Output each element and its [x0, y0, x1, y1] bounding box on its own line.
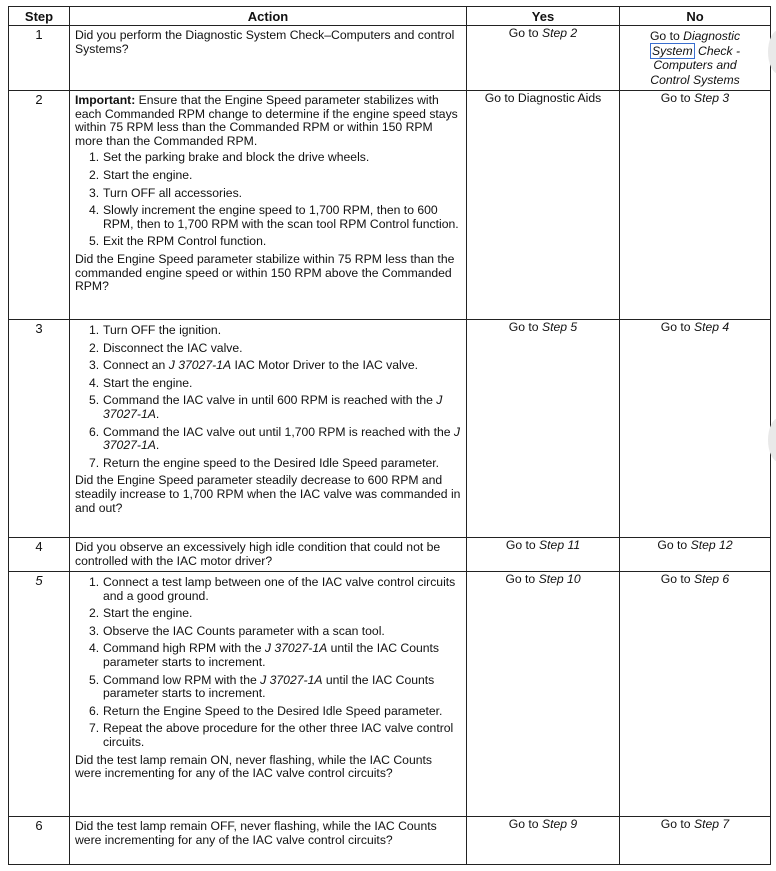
- header-step: Step: [9, 7, 70, 26]
- step-number: 3: [9, 320, 70, 538]
- list-item: 5. Command low RPM with the J 37027-1A until the IAC Counts parameter starts to increment.: [89, 672, 435, 701]
- table-row: [9, 26, 771, 91]
- step-number: 1: [9, 26, 70, 91]
- no-target: Step 12: [690, 538, 733, 552]
- yes-target: Step 5: [541, 320, 578, 334]
- yes-cell[interactable]: [467, 320, 620, 538]
- list-item: 1. Connect a test lamp between one of the IAC valve control circuits and a good ground.: [89, 575, 456, 603]
- no-prefix: Go to: [660, 817, 694, 831]
- yes-target: Step 9: [541, 817, 578, 831]
- yes-prefix: Go to Diagnostic Aids: [484, 91, 602, 105]
- yes-target: Step 11: [539, 538, 581, 552]
- list-item: 6. Return the Engine Speed to the Desired Idle Speed parameter.: [89, 703, 443, 718]
- yes-prefix: Go to: [505, 572, 539, 586]
- action-question: Did the Engine Speed parameter steadily decrease to 600 RPM and steadily increase to 1,700 RPM when the IAC valve was commanded in and out?: [75, 473, 461, 515]
- no-target-c: Check -: [698, 43, 741, 58]
- yes-cell[interactable]: [467, 26, 620, 91]
- yes-cell[interactable]: [467, 91, 620, 320]
- list-item: 2. Start the engine.: [89, 606, 193, 621]
- yes-prefix: Go to: [505, 538, 540, 552]
- action-question: Did the test lamp remain OFF, never flashing, while the IAC Counts were incrementing for any of the IAC valve control circuits?: [75, 819, 437, 847]
- action-question: Did the Engine Speed parameter stabilize within 75 RPM less than the commanded engine speed or within 150 RPM above the Commanded RPM?: [75, 251, 455, 294]
- tool-name: J 37027-1A: [260, 672, 323, 687]
- no-target-d: Computers and: [653, 58, 737, 72]
- table-row: [9, 538, 771, 572]
- important-note: [75, 94, 461, 148]
- table-row: [9, 572, 771, 817]
- no-cell[interactable]: [620, 320, 771, 538]
- list-item: 4. Slowly increment the engine speed to 1,700 RPM, then to 600 RPM, then to 1,700 RPM with the scan tool RPM Control function.: [89, 203, 459, 231]
- header-no: No: [620, 7, 771, 26]
- yes-prefix: Go to: [508, 320, 542, 334]
- step-number: 2: [9, 91, 70, 320]
- important-label: Important:: [75, 93, 136, 107]
- list-item: 6. Command the IAC valve out until 1,700 RPM is reached with the J 37027-1A.: [89, 424, 460, 453]
- no-cell[interactable]: [620, 572, 771, 817]
- no-prefix: Go to: [660, 91, 694, 105]
- important-text: Ensure that the Engine Speed parameter stabilizes with each Commanded RPM change to determine if the engine speed stays within 75 RPM less than the Commanded RPM or within 150 RPM more than the Commanded RPM.: [75, 93, 458, 148]
- no-prefix: Go to: [660, 320, 694, 334]
- no-cell[interactable]: [620, 91, 771, 320]
- no-target-b: System: [651, 43, 693, 58]
- no-target: Step 6: [693, 572, 730, 586]
- step-number: 5: [9, 572, 70, 817]
- step-number: 4: [9, 538, 70, 572]
- yes-target: Step 10: [538, 572, 581, 586]
- table-row: [9, 817, 771, 865]
- step-number: 6: [9, 817, 70, 865]
- list-item: 3. Turn OFF all accessories.: [89, 185, 243, 200]
- list-item: 4. Start the engine.: [89, 375, 193, 390]
- action-cell: [70, 320, 467, 538]
- no-target: Step 4: [693, 320, 730, 334]
- yes-prefix: Go to: [508, 817, 542, 831]
- action-cell: [70, 817, 467, 865]
- procedure-list: [75, 576, 461, 750]
- tool-name: J 37027-1A: [103, 424, 460, 453]
- list-item: 1. Turn OFF the ignition.: [89, 323, 222, 337]
- tool-name: J 37027-1A: [168, 358, 232, 373]
- diagnostic-table: [8, 6, 771, 865]
- list-item: 7. Repeat the above procedure for the other three IAC valve control circuits.: [89, 721, 454, 749]
- header-yes: Yes: [467, 7, 620, 26]
- yes-target: Step 2: [541, 26, 578, 40]
- list-item: 2. Disconnect the IAC valve.: [89, 340, 243, 355]
- procedure-list: [75, 324, 461, 470]
- action-question: Did the test lamp remain ON, never flashing, while the IAC Counts were incrementing for any of the IAC valve control circuits?: [75, 752, 432, 781]
- list-item: 2. Start the engine.: [89, 167, 193, 182]
- no-cell[interactable]: [620, 817, 771, 865]
- procedure-list: [75, 151, 461, 249]
- table-row: [9, 91, 771, 320]
- list-item: 4. Command high RPM with the J 37027-1A until the IAC Counts parameter starts to increment.: [89, 641, 440, 669]
- list-item: 1. Set the parking brake and block the drive wheels.: [89, 150, 370, 165]
- no-prefix: Go to: [649, 29, 684, 43]
- action-cell: [70, 572, 467, 817]
- yes-cell[interactable]: [467, 538, 620, 572]
- header-action: Action: [70, 7, 467, 26]
- action-cell: [70, 538, 467, 572]
- tool-name: J 37027-1A: [103, 393, 443, 421]
- yes-cell[interactable]: [467, 572, 620, 817]
- action-question: Did you observe an excessively high idle condition that could not be controlled with the IAC motor driver?: [75, 540, 441, 568]
- no-target: Step 3: [693, 91, 730, 105]
- no-cell[interactable]: [620, 538, 771, 572]
- tool-name: J 37027-1A: [264, 641, 328, 656]
- no-target: Step 7: [693, 817, 730, 831]
- action-cell: [70, 26, 467, 91]
- action-cell: [70, 91, 467, 320]
- action-question: Did you perform the Diagnostic System Check–Computers and control Systems?: [75, 28, 455, 56]
- no-target-a: Diagnostic: [683, 29, 741, 43]
- no-target-e: Control Systems: [650, 72, 740, 87]
- header-row: [9, 7, 771, 26]
- list-item: 7. Return the engine speed to the Desired Idle Speed parameter.: [89, 455, 440, 470]
- no-cell[interactable]: [620, 26, 771, 91]
- yes-cell[interactable]: [467, 817, 620, 865]
- no-prefix: Go to: [660, 572, 694, 586]
- list-item: 5. Exit the RPM Control function.: [89, 234, 267, 249]
- list-item: 3. Observe the IAC Counts parameter with a scan tool.: [89, 623, 385, 638]
- list-item: 5. Command the IAC valve in until 600 RPM is reached with the J 37027-1A.: [89, 393, 443, 421]
- no-prefix: Go to: [657, 538, 691, 552]
- yes-prefix: Go to: [508, 26, 542, 40]
- list-item: 3. Connect an J 37027-1A IAC Motor Driver to the IAC valve.: [89, 358, 419, 373]
- table-row: [9, 320, 771, 538]
